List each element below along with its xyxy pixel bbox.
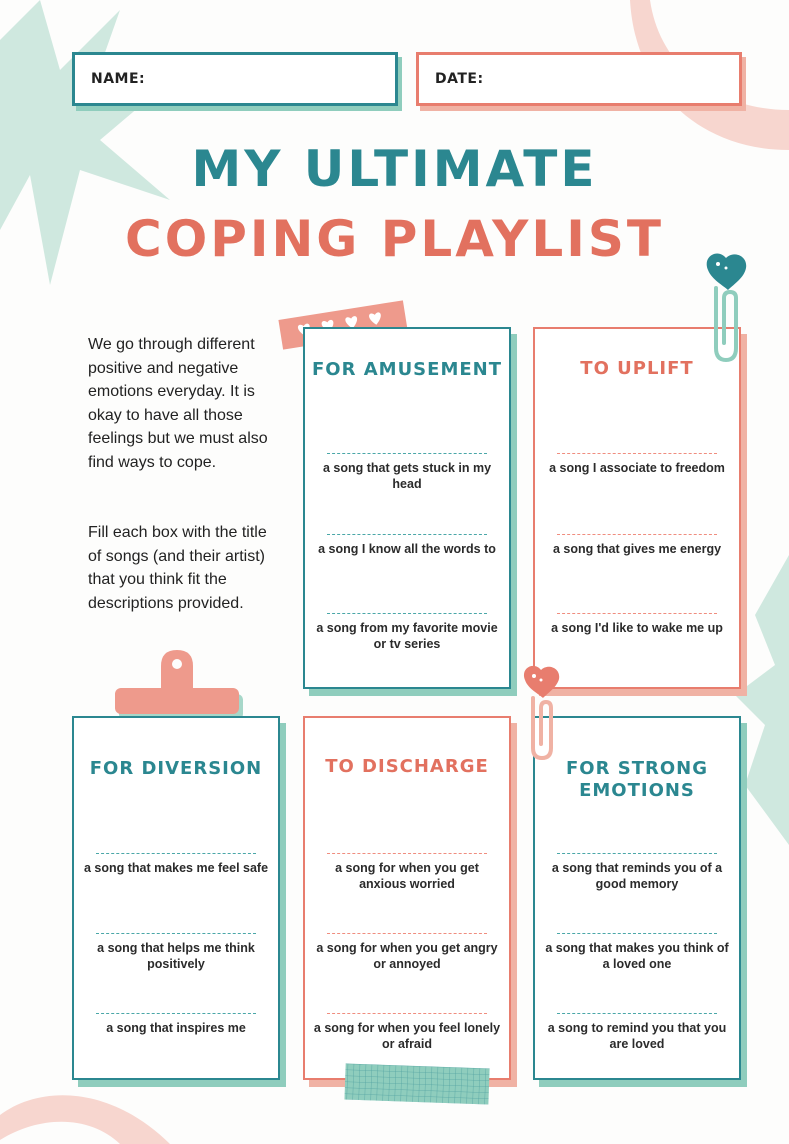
- heart-paperclip-icon: [517, 662, 563, 762]
- card-prompt: a song I know all the words to: [318, 542, 496, 556]
- write-line[interactable]: [327, 933, 487, 934]
- card-prompt: a song for when you get anxious worried: [335, 861, 479, 891]
- write-line[interactable]: [327, 853, 487, 854]
- name-field[interactable]: [72, 52, 398, 106]
- write-line[interactable]: [557, 853, 717, 854]
- date-label: DATE:: [435, 71, 484, 87]
- card-title: FOR STRONG EMOTIONS: [566, 758, 708, 801]
- write-line[interactable]: [96, 853, 256, 854]
- card-prompt: a song for when you get angry or annoyed: [316, 941, 498, 971]
- card-title: FOR AMUSEMENT: [312, 359, 502, 380]
- grid-tape-decoration: [341, 1060, 493, 1110]
- write-line[interactable]: [557, 613, 717, 614]
- card-to-uplift: [533, 327, 741, 689]
- binder-clip-icon: [113, 648, 243, 724]
- card-title: FOR DIVERSION: [89, 758, 263, 779]
- card-prompt: a song that gets stuck in my head: [322, 461, 492, 491]
- card-prompt: a song for when you feel lonely or afraid: [313, 1021, 501, 1051]
- write-line[interactable]: [557, 933, 717, 934]
- write-line[interactable]: [557, 453, 717, 454]
- write-line[interactable]: [557, 1013, 717, 1014]
- card-prompt: a song that makes you think of a loved one: [545, 941, 729, 971]
- write-line[interactable]: [96, 1013, 256, 1014]
- write-line[interactable]: [557, 534, 717, 535]
- card-title: TO UPLIFT: [580, 358, 694, 379]
- card-prompt: a song from my favorite movie or tv series: [316, 621, 498, 651]
- intro-paragraph: We go through different positive and negative emotions everyday. It is okay to have all those feelings but we must also find ways to cope.: [88, 336, 268, 471]
- page-title-line1: MY ULTIMATE: [191, 140, 598, 198]
- write-line[interactable]: [327, 453, 487, 454]
- card-for-strong-emotions: [533, 716, 741, 1080]
- leaf-decoration: [735, 555, 789, 845]
- write-line[interactable]: [327, 534, 487, 535]
- instructions-paragraph: Fill each box with the title of songs (and their artist) that you think fit the descriptions provided.: [88, 524, 267, 612]
- card-title: TO DISCHARGE: [325, 756, 489, 777]
- name-label: NAME:: [91, 71, 146, 87]
- card-prompt: a song that reminds you of a good memory: [551, 861, 723, 891]
- write-line[interactable]: [327, 1013, 487, 1014]
- card-prompt: a song I associate to freedom: [549, 461, 725, 475]
- write-line[interactable]: [327, 613, 487, 614]
- card-for-diversion: [72, 716, 280, 1080]
- card-prompt: a song that helps me think positively: [97, 941, 255, 971]
- card-prompt: a song to remind you that you are loved: [547, 1021, 727, 1051]
- write-line[interactable]: [96, 933, 256, 934]
- heart-paperclip-icon: [696, 248, 750, 364]
- card-prompt: a song that gives me energy: [552, 542, 722, 556]
- card-prompt: a song that inspires me: [106, 1021, 246, 1035]
- date-field[interactable]: [416, 52, 742, 106]
- card-prompt: a song that makes me feel safe: [83, 861, 269, 875]
- card-prompt: a song I'd like to wake me up: [551, 621, 723, 635]
- card-to-discharge: [303, 716, 511, 1080]
- card-for-amusement: [303, 327, 511, 689]
- bottom-arc-decoration: [0, 1085, 170, 1144]
- page-title-line2: COPING PLAYLIST: [125, 210, 664, 268]
